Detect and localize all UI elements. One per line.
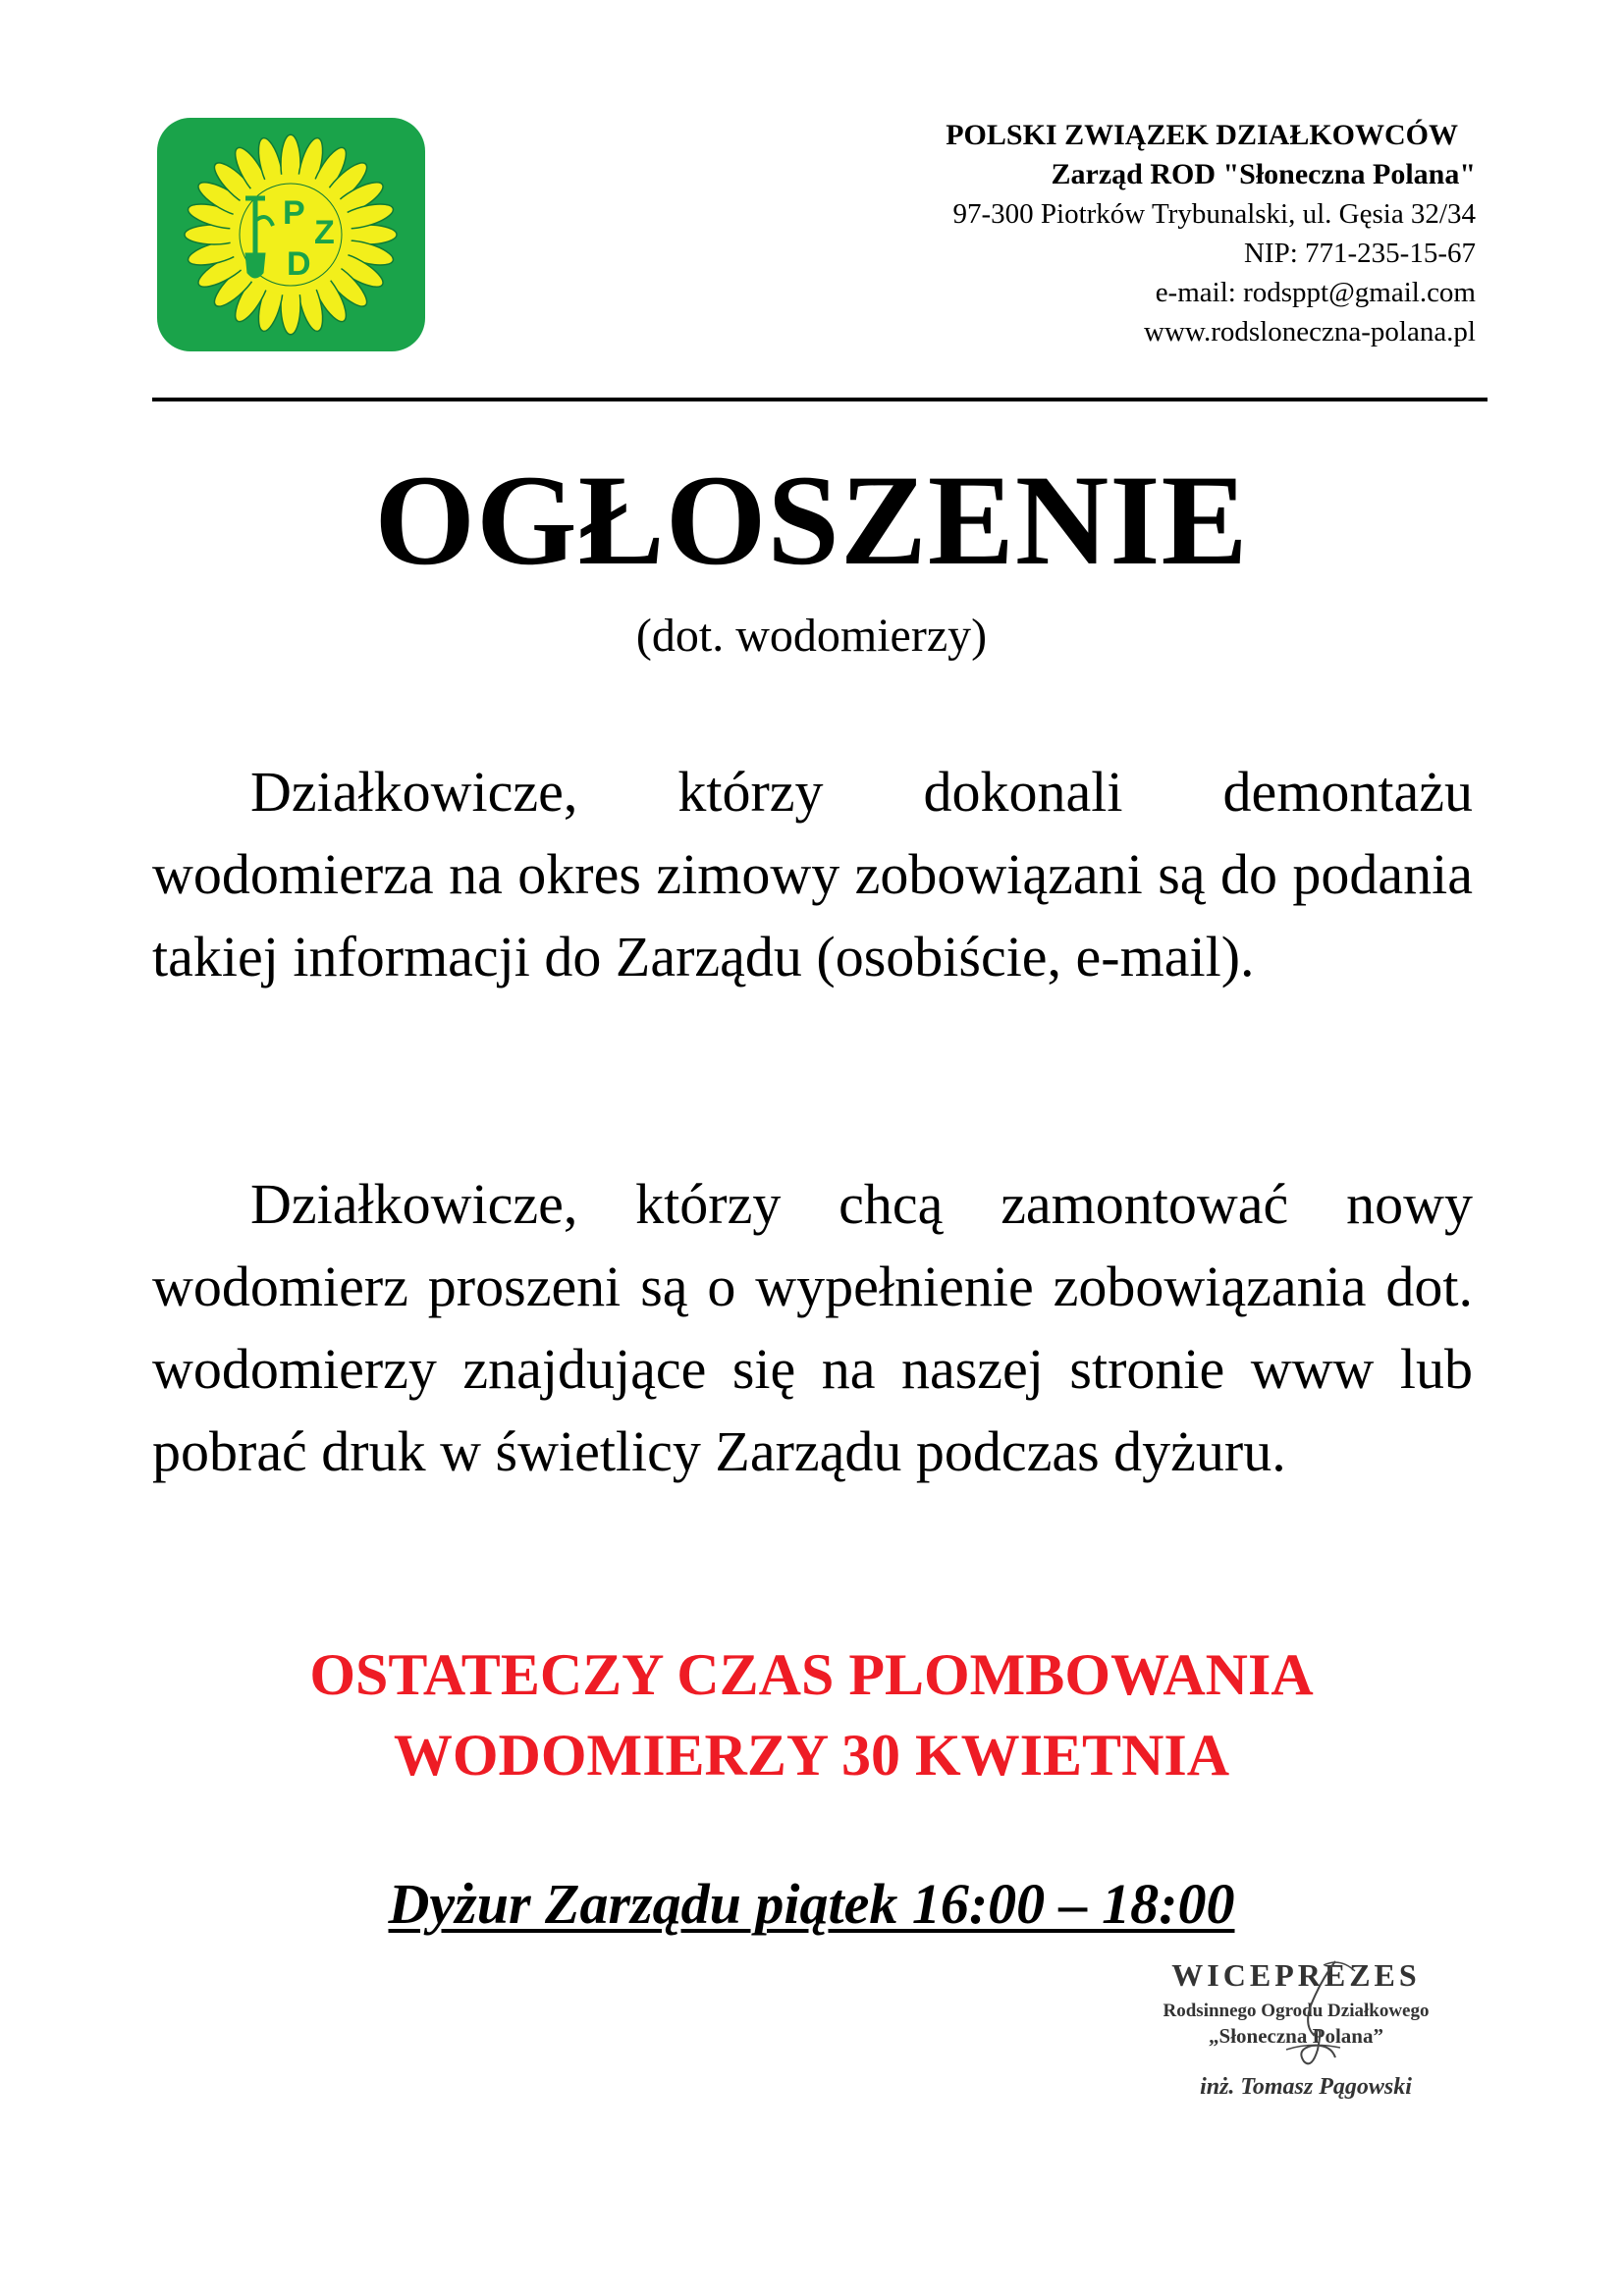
signature-stamp	[1139, 1951, 1453, 2123]
paragraph-dismantling: Działkowicze, którzy dokonali demontażu wodomierza na okres zimowy zobowiązani są do podania takiej informacji do Zarządu (osobiście, e-mail).	[152, 760, 1473, 988]
page-subtitle: (dot. wodomierzy)	[635, 610, 988, 662]
stamp-title: WICEPREZES	[1171, 1957, 1421, 1993]
letterhead	[592, 116, 1476, 351]
page-title: OGŁOSZENIE	[374, 448, 1249, 592]
stamp-line-1: Rodsinnego Ogrodu Działkowego	[1163, 2001, 1430, 2021]
stamp-line-2: „Słoneczna Polana”	[1209, 2024, 1383, 2048]
logo-letter-p: P	[283, 194, 305, 232]
website: www.rodsloneczna-polana.pl	[1144, 316, 1476, 347]
deadline-line-1: OSTATECZY CZAS PLOMBOWANIA	[309, 1642, 1314, 1707]
paragraph-new-meter: Działkowicze, którzy chcą zamontować nowy wodomierz proszeni są o wypełnienie zobowiązania dot. wodomierzy znajdujące się na naszej stronie www lub pobrać druk w świetlicy Zarządu podczas dyżuru.	[152, 1172, 1473, 1483]
pzd-logo	[157, 118, 425, 351]
deadline-line-2: WODOMIERZY 30 KWIETNIA	[393, 1723, 1230, 1788]
org-name: POLSKI ZWIĄZEK DZIAŁKOWCÓW	[946, 119, 1458, 151]
header-divider	[152, 398, 1488, 401]
address: 97-300 Piotrków Trybunalski, ul. Gęsia 32/34	[952, 198, 1476, 230]
nip: NIP: 771-235-15-67	[1243, 238, 1476, 269]
logo-letter-z: Z	[314, 214, 335, 251]
duty-hours: Dyżur Zarządu piątek 16:00 – 18:00	[388, 1872, 1235, 1936]
deadline-notice	[0, 1634, 1623, 1795]
email: e-mail: rodsppt@gmail.com	[1155, 277, 1476, 308]
stamp-name: inż. Tomasz Pągowski	[1200, 2074, 1412, 2100]
handwritten-signature	[1139, 1951, 1453, 2123]
board-name: Zarząd ROD "Słoneczna Polana"	[1051, 158, 1476, 190]
logo-letter-d: D	[287, 245, 311, 283]
